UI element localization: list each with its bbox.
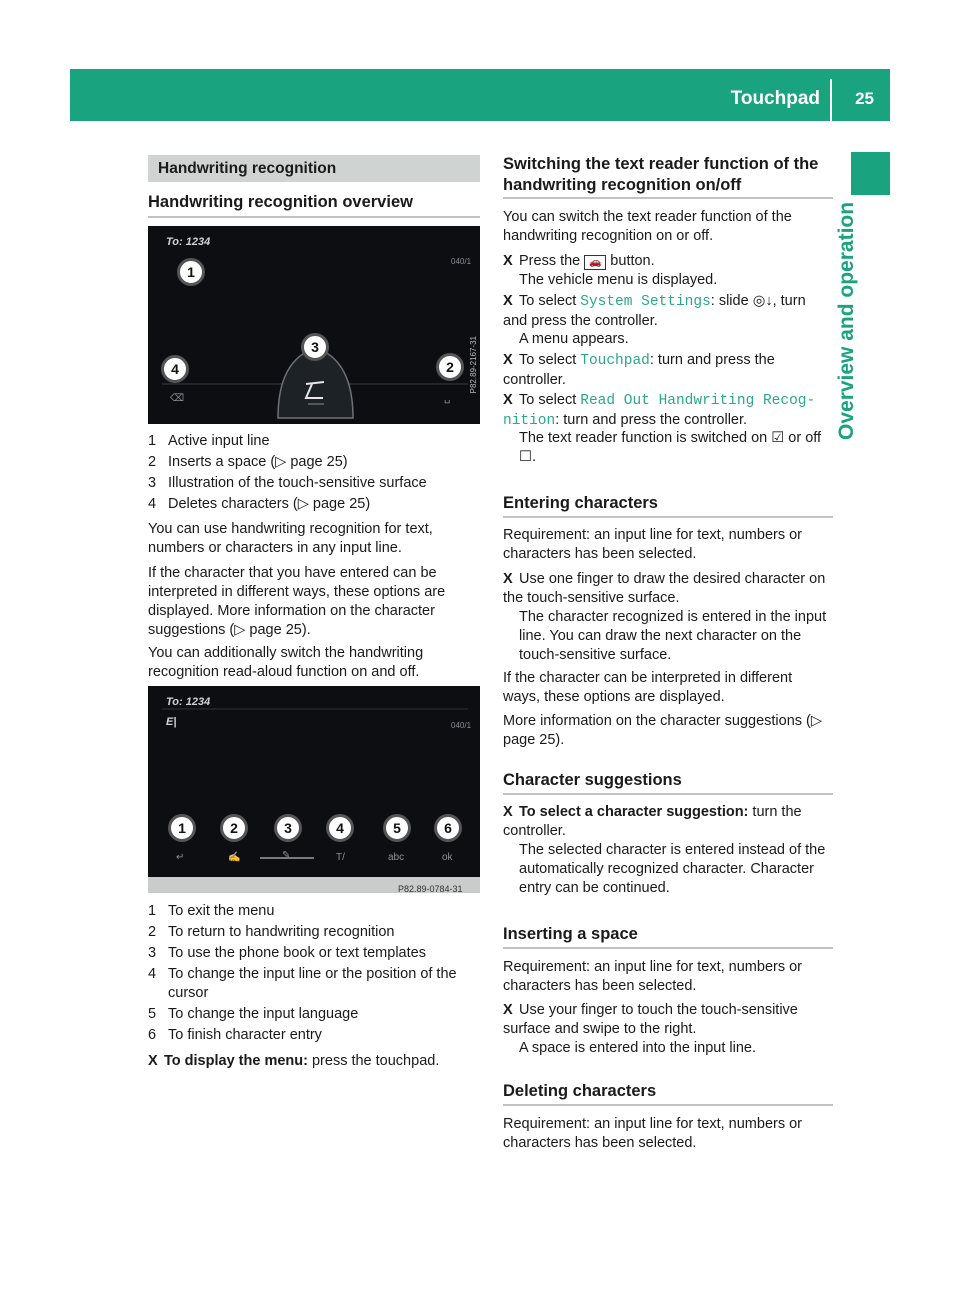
- screen2-code: P82.89-0784-31: [398, 884, 463, 893]
- heading-rule: [503, 197, 833, 199]
- section-band: Handwriting recognition: [148, 155, 480, 182]
- screen2-entry: E|: [166, 716, 177, 728]
- callout-4: 4: [161, 355, 189, 383]
- callout-2: 2: [220, 814, 248, 842]
- step-item: X To select Touchpad: turn and press the controller.: [503, 352, 775, 388]
- step-item: X Use your finger to touch the touch-sensitive surface and swipe to the right.: [503, 1002, 798, 1037]
- legend2-item: 6 To finish character entry: [148, 1027, 322, 1043]
- paragraph: You can additionally switch the handwriting recognition read-aloud function on and off.: [148, 645, 424, 680]
- screen2-counter: 040/1: [451, 721, 472, 730]
- heading-deleting: Deleting characters: [503, 1082, 657, 1100]
- legend2-item: 2 To return to handwriting recognition: [148, 924, 395, 940]
- screen1-recipient: To: 1234: [166, 236, 211, 248]
- step-result: A menu appears.: [519, 331, 629, 347]
- legend2-item: 5 To change the input language: [148, 1006, 359, 1022]
- step-item: X To select a character suggestion: turn the controller.: [503, 804, 802, 839]
- screen1-code: P82.89-2167-31: [469, 336, 478, 394]
- phonebook-icon: ✎: [282, 850, 291, 861]
- screen1-graphic: [148, 226, 480, 424]
- screen1-counter: 040/1: [451, 257, 472, 266]
- paragraph: Requirement: an input line for text, numbers or characters has been selected.: [503, 959, 803, 994]
- step-arrow-icon: X: [503, 352, 513, 368]
- step-arrow-icon: X: [503, 253, 513, 269]
- step-result: The vehicle menu is displayed.: [519, 272, 718, 288]
- step-arrow-icon: X: [503, 571, 513, 587]
- heading-overview: Handwriting recognition overview: [148, 193, 413, 211]
- step-item: X Use one finger to draw the desired character on the touch-sensitive surface.: [503, 571, 826, 606]
- paragraph: You can switch the text reader function of the handwriting recognition on or off.: [503, 209, 792, 244]
- paragraph: If the character that you have entered can be interpreted in different ways, these options are displayed. More information on the character suggestions (▷ page 25).: [148, 565, 446, 638]
- screen2-graphic: [148, 686, 480, 893]
- heading-rule: [503, 516, 833, 518]
- step-result: The selected character is entered instead of the automatically recognized character. Character entry can be continued.: [519, 842, 826, 896]
- heading-space: Inserting a space: [503, 925, 638, 943]
- legend2-item: 4 To change the input line or the position of the cursor: [148, 966, 457, 1001]
- heading-entering: Entering characters: [503, 494, 658, 512]
- screen-handwriting-overview: [148, 226, 480, 424]
- legend2-item: 1 To exit the menu: [148, 903, 275, 919]
- legend1-item: 2 Inserts a space (▷ page 25): [148, 454, 348, 470]
- step-arrow-icon: X: [503, 804, 513, 820]
- exit-icon: ↵: [176, 852, 185, 863]
- page-number: 25: [855, 89, 874, 108]
- header-divider: [830, 79, 832, 121]
- side-tab: [851, 152, 890, 195]
- callout-1: 1: [177, 258, 205, 286]
- legend2-item: 3 To use the phone book or text templates: [148, 945, 426, 961]
- paragraph: You can use handwriting recognition for text, numbers or characters in any input line.: [148, 521, 433, 556]
- heading-rule: [503, 793, 833, 795]
- screen-character-menu: [148, 686, 480, 893]
- paragraph: Requirement: an input line for text, numbers or characters has been selected.: [503, 1116, 803, 1151]
- heading-suggestions: Character suggestions: [503, 771, 682, 789]
- callout-4: 4: [326, 814, 354, 842]
- callout-3: 3: [301, 333, 329, 361]
- step-item: X Press the 🚗 button.: [503, 253, 655, 269]
- screen2-recipient: To: 1234: [166, 696, 211, 708]
- callout-3: 3: [274, 814, 302, 842]
- side-label: Overview and operation: [835, 201, 858, 440]
- step-result: The character recognized is entered in the input line. You can draw the next character on the touch-sensitive surface.: [519, 609, 827, 663]
- header-title: Touchpad: [730, 88, 820, 109]
- paragraph: More information on the character suggestions (▷ page 25).: [503, 713, 823, 748]
- step-arrow-icon: X: [503, 392, 513, 408]
- language-icon: abc: [388, 852, 405, 863]
- step-display-menu: X To display the menu: press the touchpad.: [148, 1053, 440, 1069]
- heading-rule: [503, 947, 833, 949]
- paragraph: Requirement: an input line for text, numbers or characters has been selected.: [503, 527, 803, 562]
- step-item: X To select System Settings: slide ◎↓, turn and press the controller.: [503, 293, 806, 329]
- header-bar: [70, 69, 890, 121]
- step-result: A space is entered into the input line.: [519, 1040, 756, 1056]
- step-arrow-icon: X: [503, 293, 513, 309]
- legend1-item: 1 Active input line: [148, 433, 270, 449]
- cursor-icon: T/: [336, 852, 345, 863]
- step-result: The text reader function is switched on ☑ or off ☐.: [519, 430, 822, 465]
- callout-2: 2: [436, 353, 464, 381]
- heading-switch-reader: Switching the text reader function of the handwriting recognition on/off: [503, 155, 819, 194]
- handwriting-icon: ✍: [228, 852, 241, 863]
- step-item: X To select Read Out Handwriting Recog-nition: turn and press the controller.: [503, 392, 816, 429]
- legend1-item: 3 Illustration of the touch-sensitive surface: [148, 475, 427, 491]
- callout-1: 1: [168, 814, 196, 842]
- heading-rule: [503, 1104, 833, 1106]
- step-arrow-icon: X: [148, 1053, 158, 1069]
- delete-icon: ⌫: [170, 393, 185, 404]
- space-icon: ␣: [444, 393, 451, 404]
- ok-icon: ok: [442, 852, 453, 863]
- heading-rule: [148, 216, 480, 218]
- legend1-item: 4 Deletes characters (▷ page 25): [148, 496, 371, 512]
- step-arrow-icon: X: [503, 1002, 513, 1018]
- callout-5: 5: [383, 814, 411, 842]
- paragraph: If the character can be interpreted in different ways, these options are displayed.: [503, 670, 793, 705]
- vehicle-icon: 🚗: [584, 255, 606, 270]
- callout-6: 6: [434, 814, 462, 842]
